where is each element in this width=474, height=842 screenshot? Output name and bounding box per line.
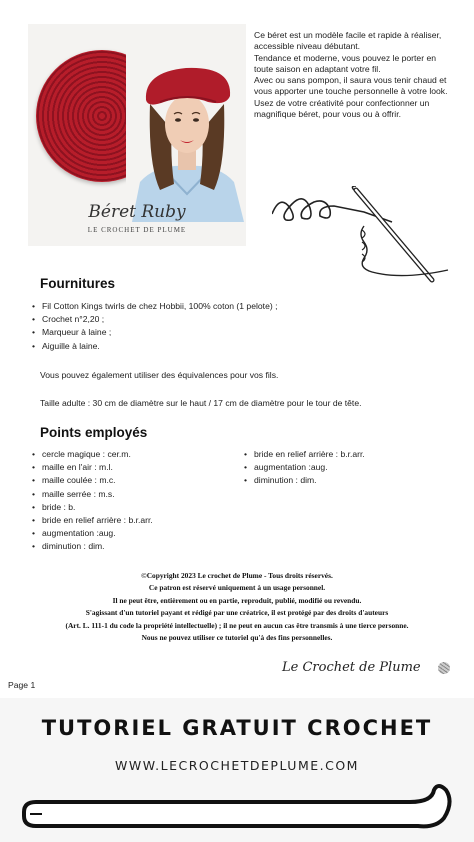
signature-logo: Le Crochet de Plume <box>282 660 421 675</box>
website-link[interactable]: WWW.LECROCHETDEPLUME.COM <box>115 758 359 773</box>
equivalences-text: Vous pouvez également utiliser des équivalences pour vos fils. <box>40 370 279 380</box>
list-item: • maille coulée : m.c. <box>30 474 230 487</box>
list-item: • cercle magique : cer.m. <box>30 448 230 461</box>
list-item: • augmentation :aug. <box>30 527 230 540</box>
crochet-needle-yarn-illustration <box>272 186 452 290</box>
list-item: • Marqueur à laine ; <box>30 326 450 339</box>
list-item: • maille serrée : m.s. <box>30 488 230 501</box>
list-item: • bride en relief arrière : b.r.arr. <box>30 514 230 527</box>
copyright-line: Il ne peut être, entièrement ou en partie, reproduit, publié, modifié ou revendu. <box>112 595 362 605</box>
list-item: • Fil Cotton Kings twirls de chez Hobbii, 100% coton (1 pelote) ; <box>30 300 450 313</box>
copyright-line: Nous ne pouvez utiliser ce tutoriel qu'à des fins personnelles. <box>141 633 333 643</box>
copyright-line: ©Copyright 2023 Le crochet de Plume - Tous droits réservés. <box>141 571 333 580</box>
taille-text: Taille adulte : 30 cm de diamètre sur le haut / 17 cm de diamètre pour le tour de tête. <box>40 398 362 408</box>
points-heading: Points employés <box>40 425 148 440</box>
points-list-right <box>242 448 452 488</box>
list-item: • Aiguille à laine. <box>30 340 450 353</box>
banner-title: TUTORIEL GRATUIT CROCHET <box>41 716 433 740</box>
intro-text <box>254 30 450 120</box>
hero-subtitle: LE CROCHET DE PLUME <box>87 226 187 234</box>
footer-banner <box>0 698 474 842</box>
hero-title: Béret Ruby <box>88 202 186 222</box>
crochet-hook-icon <box>18 782 458 832</box>
copyright-notice <box>20 570 454 644</box>
intro-paragraph: Avec ou sans pompon, il saura vous tenir chaud et vous apporter une touche personnelle à votre look. <box>254 75 448 97</box>
model-with-beret-photo <box>126 44 246 222</box>
intro-paragraph: Usez de votre créativité pour confectionner un magnifique béret, pour vous ou à offrir. <box>254 97 430 120</box>
intro-paragraph: Tendance et moderne, vous pouvez le porter en toute saison en adaptant votre fil. <box>254 52 437 74</box>
copyright-line: Ce patron est réservé uniquement à un usage personnel. <box>148 583 326 593</box>
list-item: • bride : b. <box>30 501 230 514</box>
list-item: • maille en l'air : m.l. <box>30 461 230 474</box>
copyright-line: S'agissant d'un tutoriel payant et rédigé par une créatrice, il est protégé par des droits d'auteurs <box>85 608 389 618</box>
list-item: • augmentation :aug. <box>242 461 452 474</box>
intro-paragraph: Ce béret est un modèle facile et rapide à réaliser, accessible niveau débutant. <box>254 30 442 52</box>
fournitures-heading: Fournitures <box>40 276 116 291</box>
page-number: Page 1 <box>8 680 36 690</box>
list-item: • bride en relief arrière : b.r.arr. <box>242 448 452 461</box>
list-item: • diminution : dim. <box>242 474 452 487</box>
points-list-left <box>30 448 230 554</box>
hero-photo-card <box>28 24 246 246</box>
list-item: • Crochet n°2,20 ; <box>30 313 450 326</box>
copyright-line: (Art. L. 111-1 du code la propriété intellectuelle) ; il ne peut en aucun cas être transmis à une tierce personne. <box>65 620 409 630</box>
yarn-ball-icon <box>438 662 450 674</box>
fournitures-list <box>30 300 450 353</box>
list-item: • diminution : dim. <box>30 540 230 553</box>
